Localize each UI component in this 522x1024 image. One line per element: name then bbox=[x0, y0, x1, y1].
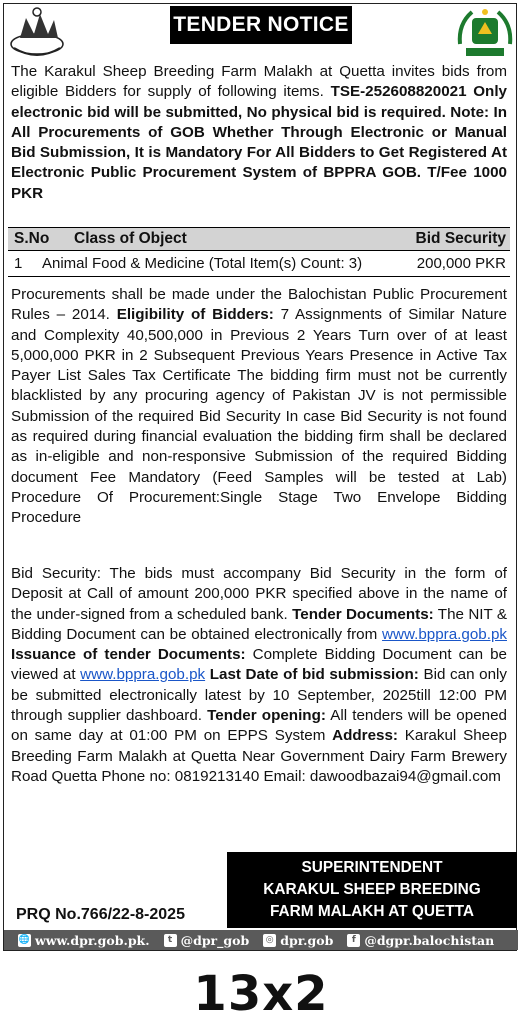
procurement-rules-text: Procurements shall be made under the Balochistan Public Procurement Rules – 2014. bbox=[11, 286, 507, 324]
twitter-item[interactable] bbox=[164, 933, 250, 948]
cell-security: 200,000 PKR bbox=[416, 255, 506, 272]
issuance-heading: Issuance of tender Documents: bbox=[11, 646, 246, 664]
facebook-text: @dgpr.balochistan bbox=[364, 932, 495, 948]
intro-bold-text: TSE-252608820021 Only electronic bid will be submitted, No physical bid is required. Note: In All Procurements of GOB Whether Through Electronic or Manual Bid Submission, It is Mandatory For All Bidders to Get Registered At Electronic Public Procurement System of BPPRA GOB. T/Fee 1000 PKR bbox=[11, 83, 507, 202]
header-bid-security: Bid Security bbox=[415, 230, 506, 247]
header-sno: S.No bbox=[14, 230, 50, 247]
intro-text: The Karakul Sheep Breeding Farm Malakh at Quetta invites bids from eligible Bidders for supply of following items. bbox=[11, 63, 507, 101]
table-header bbox=[8, 228, 510, 251]
bppra-link-2[interactable]: www.bppra.gob.pk bbox=[80, 666, 206, 684]
instagram-text: dpr.gob bbox=[280, 932, 334, 948]
eligibility-heading: Eligibility of Bidders: bbox=[116, 306, 274, 324]
issuance-text: Complete Bidding Document can be viewed at bbox=[11, 646, 507, 684]
govt-emblem-left-icon bbox=[6, 4, 68, 60]
signature-block bbox=[227, 852, 517, 928]
website-item[interactable] bbox=[18, 933, 150, 948]
signature-line-3: FARM MALAKH AT QUETTA bbox=[269, 903, 475, 920]
tender-opening-text: All tenders will be opened on same day at 01:00 PM on EPPS System bbox=[11, 707, 507, 745]
twitter-text: @dpr_gob bbox=[180, 932, 250, 948]
facebook-item[interactable] bbox=[347, 933, 494, 948]
intro-paragraph bbox=[11, 62, 507, 204]
page-title: TENDER NOTICE bbox=[170, 6, 352, 44]
website-text: www.dpr.gob.pk. bbox=[35, 932, 150, 948]
instagram-item[interactable] bbox=[263, 933, 333, 948]
tender-opening-heading: Tender opening: bbox=[207, 707, 326, 725]
facebook-icon: f bbox=[347, 934, 360, 947]
last-date-text: Bid can only be submitted electronically latest by 10 September, 2025till 12:00 PM through supplier dashboard. bbox=[11, 666, 507, 725]
address-text: Karakul Sheep Breeding Farm Malakh at Quetta Near Government Dairy Farm Brewery Road Quetta Phone no: 0819213140 Email: dawoodbazai94@gmail.com bbox=[11, 727, 507, 785]
last-date-heading: Last Date of bid submission: bbox=[205, 666, 419, 684]
address-heading: Address: bbox=[332, 727, 398, 745]
tender-documents-text: The NIT & Bidding Document can be obtained electronically from bbox=[11, 605, 507, 643]
header-class-of-object: Class of Object bbox=[74, 230, 187, 247]
signature-line-1: SUPERINTENDENT bbox=[301, 859, 443, 876]
cell-object: Animal Food & Medicine (Total Item(s) Count: 3) bbox=[42, 255, 363, 272]
signature-line-2: KARAKUL SHEEP BREEDING bbox=[263, 881, 481, 898]
tender-documents-heading: Tender Documents: bbox=[292, 605, 434, 623]
social-bar bbox=[4, 930, 518, 950]
twitter-icon: t bbox=[164, 934, 177, 947]
eligibility-text: 7 Assignments of Similar Nature and Complexity 40,500,000 in Previous 2 Years Turn over of at least 5,000,000 PKR in 2 Subsequent Previous Years Presence in Active Tax Payer List Sales Tax Certificate The bidding firm must not be currently blacklisted by any procuring agency of Pakistan JV is not permissible Submission of the required Bid Security In case Bid Security is not found as required during financial evaluation the bidding firm shall be declared as in-eligible and non-responsive Submission of the required Bidding document Fee Mandatory (Feed Samples will be tested at Lab) Procedure Of Procurement:Single Stage Two Envelope Bidding Procedure bbox=[11, 306, 507, 527]
ad-size-label: 13x2 bbox=[193, 966, 329, 1022]
items-table bbox=[8, 227, 510, 277]
eligibility-paragraph bbox=[11, 285, 507, 529]
bid-details-paragraph bbox=[11, 564, 507, 787]
table-row bbox=[8, 251, 510, 276]
bid-security-text: Bid Security: The bids must accompany Bid Security in the form of Deposit at Call of amount 200,000 PKR specified above in the name of the under-signed from a scheduled bank. bbox=[11, 565, 507, 623]
cell-sno: 1 bbox=[14, 255, 23, 272]
govt-emblem-right-icon bbox=[454, 4, 516, 60]
prq-number: PRQ No.766/22-8-2025 bbox=[16, 906, 185, 923]
instagram-icon: ◎ bbox=[263, 934, 276, 947]
globe-icon: 🌐 bbox=[18, 935, 31, 945]
bppra-link-1[interactable]: www.bppra.gob.pk bbox=[382, 625, 507, 643]
